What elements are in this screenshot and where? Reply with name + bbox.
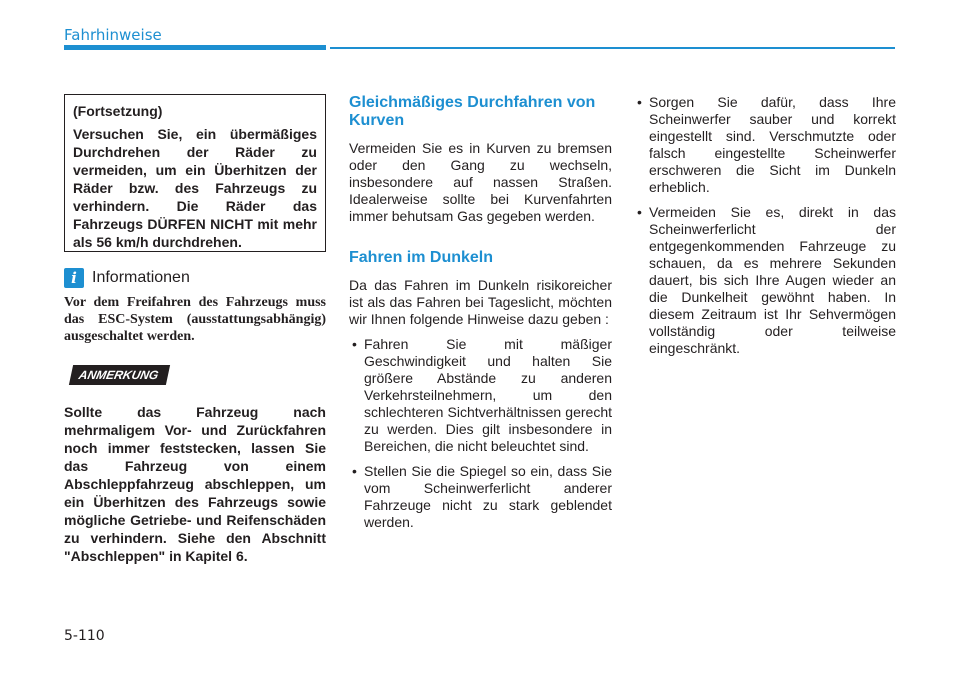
page-number: 5-110 xyxy=(64,628,105,644)
column-right xyxy=(634,94,896,365)
bullet-icon: • xyxy=(637,94,642,110)
section-title: Fahrhinweise xyxy=(64,26,162,44)
notice-text: Sollte das Fahrzeug nach mehrmaligem Vor- und Zurückfahren noch immer feststecken, lassen Sie das Fahrzeug von einem Abschleppfahrzeug abschleppen, um ein Überhitzen des Fahrzeugs sowie mögliche Getriebe- und Reifenschäden zu verhindern. Siehe den Abschnitt "Abschleppen" in Kapitel 6. xyxy=(64,404,326,564)
list-item: • Fahren Sie mit mäßiger Geschwindigkeit und halten Sie größere Abstände zu anderen Verkehrsteilnehmern, um den schlechteren Sichtverhältnissen gerecht zu werden. Dies gilt insbesondere in Bereichen, die nicht beleuchtet sind. xyxy=(352,336,612,454)
bullet-icon: • xyxy=(352,336,357,352)
information-text: Vor dem Freifahren des Fahrzeugs muss das ESC-System (ausstattungsabhängig) ausgeschaltet werden. xyxy=(64,295,326,344)
list-item: • Sorgen Sie dafür, dass Ihre Scheinwerfer sauber und korrekt eingestellt sind. Verschmutzte oder falsch eingestellte Scheinwerfer erschweren die Sicht im Dunkeln erheblich. xyxy=(637,94,896,195)
bullet-icon: • xyxy=(637,204,642,220)
night-bullets-middle xyxy=(349,336,612,531)
curves-heading: Gleichmäßiges Durchfahren von Kurven xyxy=(349,94,596,129)
column-middle xyxy=(349,94,612,539)
warning-box-heading: (Fortsetzung) xyxy=(73,103,163,119)
warning-box xyxy=(64,94,326,252)
column-left xyxy=(64,94,326,565)
night-bullets-right xyxy=(634,94,896,357)
header-rule-thick xyxy=(64,45,326,50)
curves-text: Vermeiden Sie es in Kurven zu bremsen oder den Gang zu wechseln, insbesondere auf nassen Straßen. Idealerweise sollte bei Kurvenfahrten immer behutsam Gas gegeben werden. xyxy=(349,140,612,224)
night-intro: Da das Fahren im Dunkeln risikoreicher ist als das Fahren bei Tageslicht, möchten wir Ihnen folgende Hinweise dazu geben : xyxy=(349,277,612,327)
information-header xyxy=(64,268,326,288)
list-item: • Vermeiden Sie es, direkt in das Scheinwerferlicht der entgegenkommenden Fahrzeuge zu schauen, da es mehrere Sekunden dauert, bis sich Ihre Augen wieder an die Dunkelheit gewöhnt haben. In diesem Zeitraum ist Ihr Sehvermögen vollständig oder teilweise eingeschränkt. xyxy=(637,204,896,356)
notice-badge: ANMERKUNG xyxy=(69,365,171,385)
night-heading: Fahren im Dunkeln xyxy=(349,249,494,266)
information-title: Informationen xyxy=(92,269,190,286)
bullet-icon: • xyxy=(352,463,357,479)
header-rule-thin xyxy=(330,47,895,49)
list-item: • Stellen Sie die Spiegel so ein, dass Sie vom Scheinwerferlicht anderer Fahrzeuge nicht zu stark geblendet werden. xyxy=(352,463,612,530)
info-icon: i xyxy=(64,268,84,288)
warning-box-text: Versuchen Sie, ein übermäßiges Durchdrehen der Räder zu vermeiden, um ein Überhitzen der Räder bzw. des Fahrzeugs zu verhindern. Die Räder das Fahrzeugs DÜRFEN NICHT mit mehr als 56 km/h durchdrehen. xyxy=(73,126,317,250)
